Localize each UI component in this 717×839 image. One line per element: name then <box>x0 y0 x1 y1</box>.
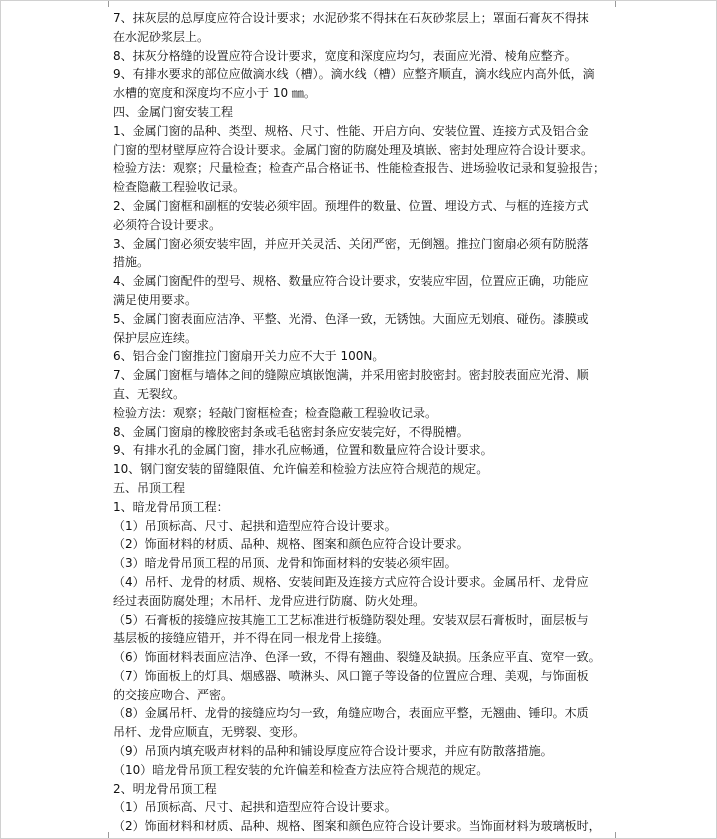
text-line: 检验方法：观察；尺量检查；检查产品合格证书、性能检查报告、进场验收记录和复验报告； <box>113 161 606 176</box>
text-line: 检查隐蔽工程验收记录。 <box>113 180 246 195</box>
text-line: （2）饰面材料的材质、品种、规格、图案和颜色应符合设计要求。 <box>113 537 469 552</box>
text-line: 2、明龙骨吊顶工程 <box>113 781 217 796</box>
page-corner-mark <box>615 1 628 7</box>
page-corner-mark <box>615 832 628 838</box>
text-line: 措施。 <box>113 255 150 270</box>
text-line: 必须符合设计要求。 <box>113 217 222 232</box>
text-line: 1、金属门窗的品种、类型、规格、尺寸、性能、开启方向、安装位置、连接方式及铝合金 <box>113 123 589 138</box>
text-line: （2）饰面材料和材质、品种、规格、图案和颜色应符合设计要求。当饰面材料为玻璃板时， <box>113 819 601 834</box>
text-line: 8、抹灰分格缝的设置应符合设计要求，宽度和深度应均匀，表面应光滑、棱角应整齐。 <box>113 48 577 63</box>
text-line: 基层板的接缝应错开，并不得在同一根龙骨上接缝。 <box>113 631 390 646</box>
page-corner-mark <box>96 1 109 7</box>
text-line: 水槽的宽度和深度均不应小于 10 ㎜。 <box>113 86 316 101</box>
text-line: 6、铝合金门窗推拉门窗扇开关力应不大于 100N。 <box>113 349 385 364</box>
text-line: 8、金属门窗扇的橡胶密封条或毛毡密封条应安装完好，不得脱槽。 <box>113 424 469 439</box>
text-line: （1）吊顶标高、尺寸、起拱和造型应符合设计要求。 <box>113 518 397 533</box>
text-line: 检验方法：观察；轻敲门窗框检查；检查隐蔽工程验收记录。 <box>113 405 438 420</box>
page-corner-mark <box>96 832 109 838</box>
text-line: 四、金属门窗安装工程 <box>113 104 234 119</box>
text-line: 2、金属门窗框和副框的安装必须牢固。预埋件的数量、位置、埋设方式、与框的连接方式 <box>113 198 589 213</box>
text-line: 7、金属门窗框与墙体之间的缝隙应填嵌饱满，并采用密封胶密封。密封胶表面应光滑、顺 <box>113 368 589 383</box>
text-line: 7、抹灰层的总厚度应符合设计要求；水泥砂浆不得抹在石灰砂浆层上；罩面石膏灰不得抹 <box>113 11 589 25</box>
text-line: 3、金属门窗必须安装牢固，并应开关灵活、关闭严密，无倒翘。推拉门窗扇必须有防脱落 <box>113 236 589 251</box>
text-line: 1、暗龙骨吊顶工程： <box>113 499 229 514</box>
document-body <box>113 9 611 836</box>
text-line: （3）暗龙骨吊顶工程的吊顶、龙骨和饰面材料的安装必须牢固。 <box>113 556 457 571</box>
text-line: （5）石膏板的接缝应按其施工工艺标准进行板缝防裂处理。安装双层石膏板时，面层板与 <box>113 612 589 627</box>
text-line: 五、吊顶工程 <box>113 480 186 495</box>
text-line: 满足使用要求。 <box>113 292 198 307</box>
text-line: 经过表面防腐处理；木吊杆、龙骨应进行防腐、防火处理。 <box>113 593 426 608</box>
text-line: 吊杆、龙骨应顺直，无劈裂、变形。 <box>113 725 306 740</box>
text-line: 9、有排水要求的部位应做滴水线（槽）。滴水线（槽）应整齐顺直，滴水线应内高外低，滴 <box>113 67 595 82</box>
text-line: （8）金属吊杆、龙骨的接缝应均匀一致，角缝应吻合，表面应平整，无翘曲、锤印。木质 <box>113 706 589 721</box>
text-line: 门窗的型材壁厚应符合设计要求。金属门窗的防腐处理及填嵌、密封处理应符合设计要求。 <box>113 142 594 157</box>
text-line: （10）暗龙骨吊顶工程安装的允许偏差和检查方法应符合规范的规定。 <box>113 762 489 777</box>
text-line: 10、钢门窗安装的留缝限值、允许偏差和检验方法应符合规范的规定。 <box>113 462 489 477</box>
text-line: （7）饰面板上的灯具、烟感器、喷淋头、风口篦子等设备的位置应合理、美观，与饰面板 <box>113 668 589 683</box>
text-line: （6）饰面材料表面应洁净、色泽一致，不得有翘曲、裂缝及缺损。压条应平直、宽窄一致。 <box>113 650 601 665</box>
text-line: （1）吊顶标高、尺寸、起拱和造型应符合设计要求。 <box>113 800 397 815</box>
text-line: （9）吊顶内填充吸声材料的品种和铺设厚度应符合设计要求，并应有防散落措施。 <box>113 744 553 759</box>
text-line: 的交接应吻合、严密。 <box>113 687 234 702</box>
text-line: 9、有排水孔的金属门窗，排水孔应畅通，位置和数量应符合设计要求。 <box>113 443 493 458</box>
text-line: 保护层应连续。 <box>113 330 198 345</box>
text-line: 直、无裂纹。 <box>113 386 186 401</box>
text-line: 5、金属门窗表面应洁净、平整、光滑、色泽一致，无锈蚀。大面应无划痕、碰伤。漆膜或 <box>113 311 589 326</box>
text-line: （4）吊杆、龙骨的材质、规格、安装间距及连接方式应符合设计要求。金属吊杆、龙骨应 <box>113 574 589 589</box>
text-line: 在水泥砂浆层上。 <box>113 29 210 44</box>
text-line: 4、金属门窗配件的型号、规格、数量应符合设计要求，安装应牢固，位置应正确，功能应 <box>113 274 589 289</box>
